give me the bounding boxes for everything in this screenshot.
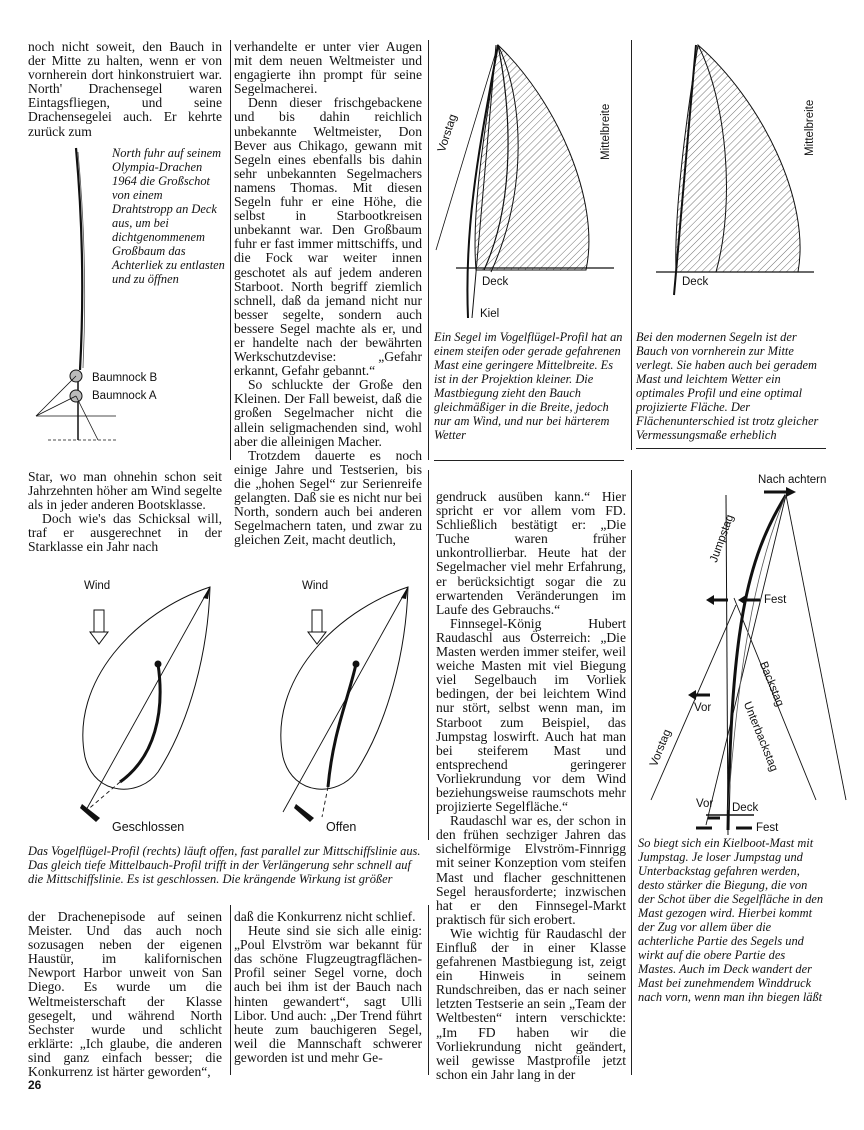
column1-bottom-text: der Drachenepisode auf seinen Meister. Und das auch noch sozusagen neben der eigenen Haustür, im kalifornischen Newport Harbor unweit von San Diego. Es wurde um die Weltmeisterschaft der Klasse gesegelt, und während North Sechster wurde und schlicht erklärte: „Ich glaube, die anderen sind ganz einfach besser; die Konkurrenz ist härter geworden“,	[28, 909, 222, 1080]
label-geschlossen: Geschlossen	[112, 820, 185, 834]
column1-mid-text: Star, wo man ohnehin schon seit Jahrzehnten höher am Wind segelte als in jeder anderen Bootsklasse. Doch wie's das Schicksal will, traf er ausgerechnet in der Starklasse ein Jahr nach	[28, 469, 222, 555]
north-boom-diagram	[28, 140, 118, 450]
sail-label-vorstag: Vorstag	[436, 112, 460, 154]
sail-diagram-vogelfluegel	[436, 40, 626, 322]
mast-bend-diagram	[636, 470, 860, 840]
sail-label-kiel: Kiel	[480, 308, 500, 320]
sail-caption-left: Ein Segel im Vogelflügel-Profil hat an einem steifen oder gerade gefahrenen Mast eine geringere Mittelbreite. Es ist in der Projektion kleiner. Die Mastbiegung zieht den Bauch gleichmäßiger in die Breite, jedoch nur am Wind, und nur bei härterem Wetter	[434, 330, 623, 442]
mast-label-jumpstag: Jumpstag	[708, 513, 737, 565]
label-baumnock-a: Baumnock A	[92, 390, 157, 402]
profile-diagram-open	[238, 582, 428, 842]
north-caption: North fuhr auf seinem Olympia-Drachen 1964 die Großschot von einem Drahtstropp an Deck aus, um bei dichtgenommenem Großbaum das Achterliek zu entlasten und zu öffnen	[112, 146, 225, 286]
mast-label-fest-top: Fest	[764, 594, 787, 606]
column-rule	[230, 40, 231, 460]
mast-label-backstag: Backstag	[756, 660, 786, 709]
mast-label-vor-top: Vor	[694, 702, 712, 714]
column-rule	[428, 470, 429, 840]
column2-top-text: verhandelte er unter vier Augen mit dem neuen Weltmeister und engagierte ihn prompt für seine Segelmacherei. Denn dieser frischgebackene und bis dahin reichlich unbekannte Weltmeister, Don Bever aus Chikago, gewann mit Segeln eines ebenfalls bis dahin sehr unbekannten Segelmachers namens Thomas. Mit diesen Segeln fuhr er eine Höhe, die selbst in Starbootkreisen unbekannt war. Den Großbaum fuhr er fast immer mittschiffs, und die Fock war weiter innen geschotet als auf jedem anderen Starboot. North begriff ziemlich schnell, daß da jemand nicht nur besser segelte, sondern auch bessere Segel machte als er, und er handelte nach der bewährten Werkschutzdevise: „Gefahr erkannt, Gefahr gebannt.“ So schluckte der Große den Kleinen. Der Fall beweist, daß die großen Segelmacher nicht die allein seligmachenden sind, wohl aber die alleinigen Macher. Trotzdem dauerte es noch einige Jahre und Testserien, bis die „hohen Segel“ zur Serienreife gelangten. Daß sie es nicht nur bei North, sondern auch bei anderen Segelmachern taten, und zwar zu gleichen Zeit, macht deutlich,	[234, 39, 422, 548]
sail-label-deck-left: Deck	[482, 276, 509, 288]
sail-label-mittelbreite-left: Mittelbreite	[600, 103, 612, 160]
wind-label-right: Wind	[302, 580, 329, 592]
mast-label-nach-achtern: Nach achtern	[758, 474, 827, 486]
sail-label-deck-right: Deck	[682, 276, 709, 288]
mast-label-unterbackstag: Unterbackstag	[740, 700, 780, 774]
column-rule	[230, 905, 231, 1075]
caption-rule	[434, 460, 624, 461]
column1-top-text: noch nicht soweit, den Bauch in der Mitte zu halten, wenn er von vornherein dort hinkonstruiert war. North' Drachensegel waren Eintagsfliegen, und seine Drachensegelei auch. Er kehrte zurück zum	[28, 39, 222, 139]
label-baumnock-b: Baumnock B	[92, 372, 158, 384]
sail-diagram-modern	[636, 40, 826, 300]
page-number: 26	[28, 1078, 42, 1092]
mast-label-vorstag: Vorstag	[648, 727, 674, 769]
column-rule	[428, 905, 429, 1075]
label-offen: Offen	[326, 820, 357, 834]
column-rule	[631, 470, 632, 1075]
caption-rule	[636, 448, 826, 449]
sail-caption-right: Bei den modernen Segeln ist der Bauch von vornherein zur Mitte verlegt. Sie haben auch bei geradem Mast und leichtem Wetter ein optimales Profil und eine optimal projizierte Fläche. Der Flächenunterschied ist trotz gleicher Vermessungsmaße erheblich	[636, 330, 819, 442]
column2-bottom-text: daß die Konkurrenz nicht schlief. Heute sind sie sich alle einig: „Poul Elvström war bekannt für das schöne Flugzeugtragflächen-Profil seiner Segel vorne, doch auch bei ihm ist der Bauch nach hinten gewandert“, sagt Ulli Libor. Und auch: „Der Trend führt heute zum bauchigeren Segel, weil die Mannschaft schwerer geworden ist und mehr Ge-	[234, 909, 422, 1065]
mast-label-fest-bottom: Fest	[756, 822, 779, 834]
mast-label-deck: Deck	[732, 802, 759, 814]
sail-label-mittelbreite-right: Mittelbreite	[804, 99, 816, 156]
mast-label-vor-bottom: Vor	[696, 798, 714, 810]
column-rule	[631, 40, 632, 450]
profile-diagram-closed	[40, 582, 230, 842]
wind-label-left: Wind	[84, 580, 111, 592]
column-rule	[428, 40, 429, 460]
mast-caption: So biegt sich ein Kielboot-Mast mit Jumpstag. Je loser Jumpstag und Unterbackstag gefahren werden, desto stärker die Biegung, die von der Schot über die Segelfläche in den Mast gezogen wird. Hierbei kommt der Zug vor allem über die achterliche Partie des Segels und wirkt auf die obere Partie des Mastes. Auch im Deck wandert der Mast bei zunehmendem Winddruck nach vorn, wenn man ihn biegen läßt	[638, 836, 824, 1004]
column3-text: gendruck ausüben kann.“ Hier spricht er vor allem vom FD. Schließlich bestätigt er: „Die Tuche waren früher unkontrollierbar. Heute hat der Segelmacher viel mehr Erfahrung, er berücksichtigt sogar die zu erwartenden Veränderungen im Laufe des Gebrauchs.“ Finnsegel-König Hubert Raudaschl aus Österreich: „Die Masten werden immer steifer, weil weiche Masten mit viel Biegung viel Segelbauch im Vorliek bedingen, der bei leichtem Wind nur stört, selbst wenn man, im Starboot zum Beispiel, das Jumpstag loswirft. Auch hat man bei steiferem Mast und entsprechend geringerer Vorliekrundung vor dem Wind beziehungsweise raumschots mehr projizierte Segelfläche.“ Raudaschl war es, der schon in den frühen sechziger Jahren das sichelförmige Elvström-Finnrigg mit seiner Konzeption vom steifen Mast und flacher geschnittenen Segel herausforderte; inzwischen hat er den Finnsegel-Markt praktisch für sich erobert. Wie wichtig für Raudaschl der Einfluß der in einer Klasse gefahrenen Mastbiegung ist, zeigt ein Hinweis in seinem Rundschreiben, das er nach seiner letzten Testserie an sein „Team der Weltbesten“ intern verschickte: „Im FD haben wir die Vorliekrundung nicht geändert, weil gewisse Mastprofile jetzt schon ein Jahr lang in der	[436, 489, 626, 1082]
profile-caption: Das Vogelflügel-Profil (rechts) läuft offen, fast parallel zur Mittschiffslinie aus. Das gleich tiefe Mittelbauch-Profil trifft in der Verlängerung sehr schnell auf die Mittschiffslinie. Es ist geschlossen. Die krängende Wirkung ist größer	[28, 844, 421, 886]
